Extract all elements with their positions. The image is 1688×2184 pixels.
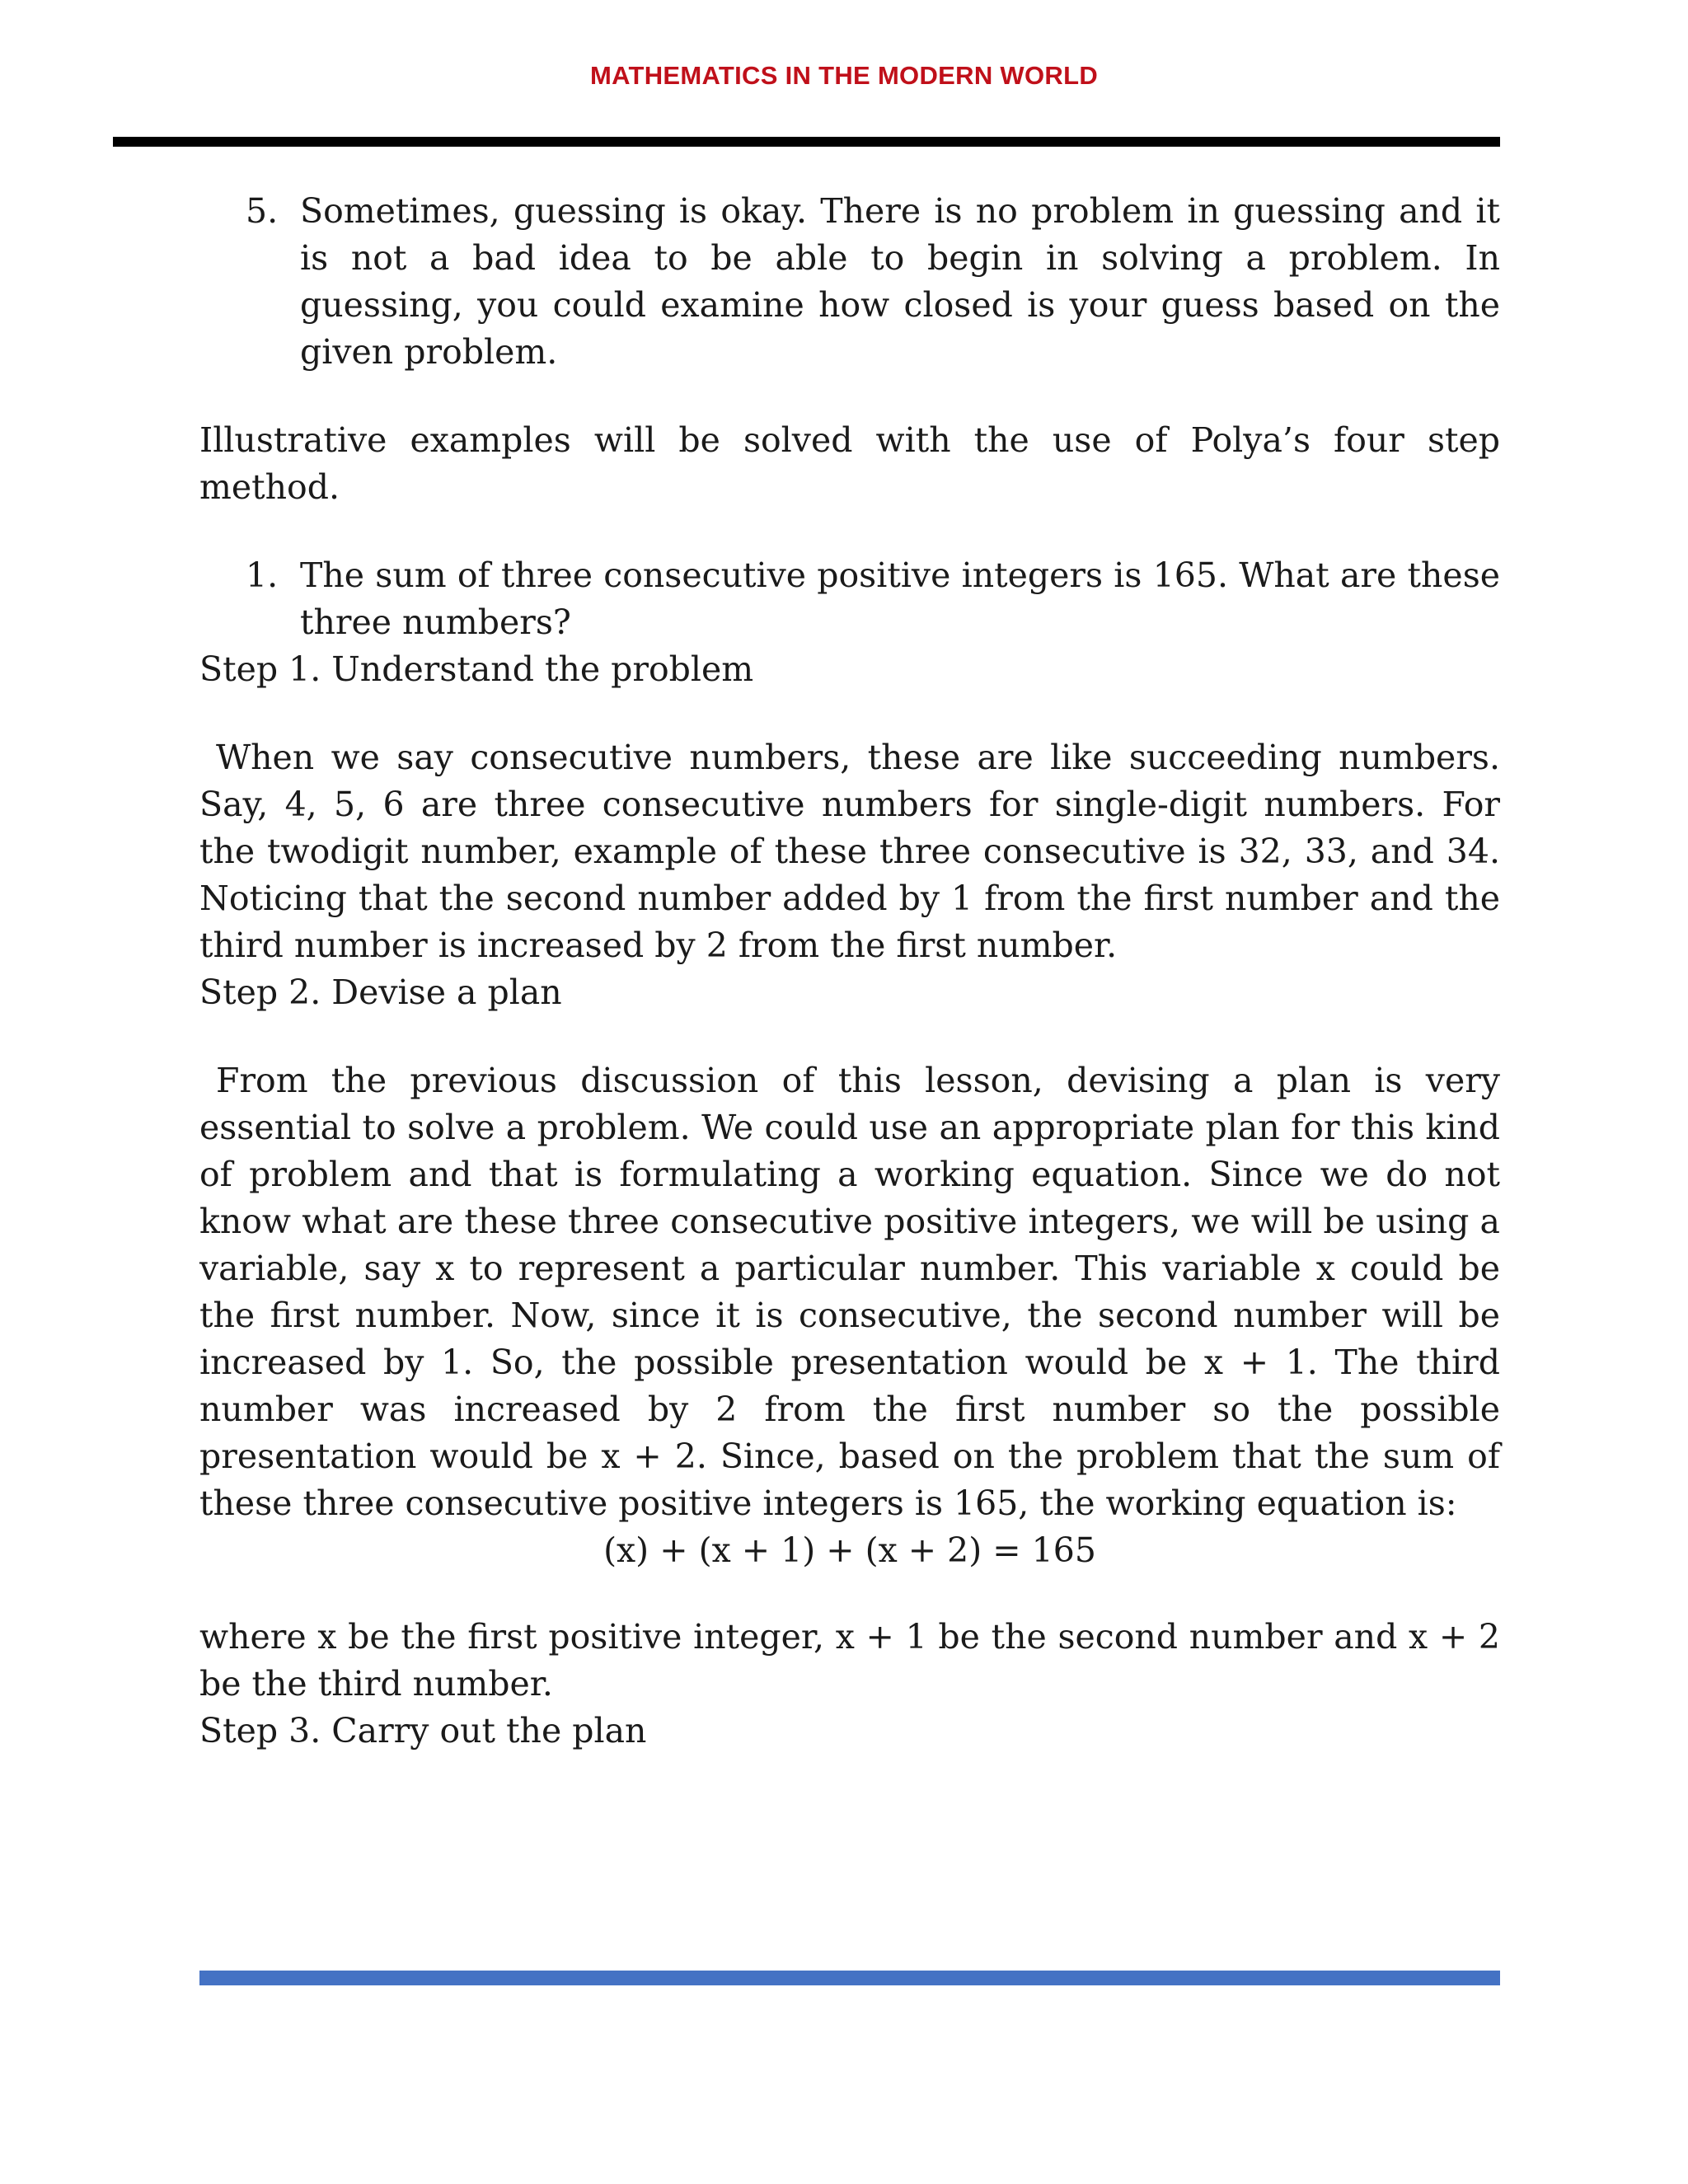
step-2-heading: Step 2. Devise a plan	[199, 972, 562, 1012]
working-equation: (x) + (x + 1) + (x + 2) = 165	[603, 1530, 1096, 1570]
page-content	[199, 188, 1500, 1755]
example-1-number: 1.	[246, 555, 279, 595]
step-1-heading: Step 1. Understand the problem	[199, 649, 754, 689]
step-2-body: From the previous discussion of this lesson, devising a plan is very essential to solve a problem. We could use an appropriate plan for this kind of problem and that is formulating a working equation. Since we do not know what are these three consecutive positive integers, we will be using a variable, say x to represent a particular number. This variable x could be the first number. Now, since it is consecutive, the second number will be increased by 1. So, the possible presentation would be x + 1. The third number was increased by 2 from the first number so the possible presentation would be x + 2. Since, based on the problem that the sum of these three consecutive positive integers is 165, the working equation is:	[199, 1061, 1500, 1523]
footer-divider	[199, 1971, 1500, 1985]
list-item-5-number: 5.	[246, 191, 279, 231]
list-item-5	[199, 188, 1500, 376]
header-divider	[113, 137, 1500, 147]
example-1	[199, 552, 1500, 646]
step-2-after: where x be the first positive integer, x + 1 be the second number and x + 2 be the third number.	[199, 1617, 1500, 1704]
step-1-body: When we say consecutive numbers, these are like succeeding numbers. Say, 4, 5, 6 are three consecutive numbers for single-digit numbers. For the twodigit number, example of these three consecutive is 32, 33, and 34. Noticing that the second number added by 1 from the first number and the third number is increased by 2 from the first number.	[199, 738, 1500, 965]
page-header-title: MATHEMATICS IN THE MODERN WORLD	[589, 61, 1099, 90]
step-3-heading: Step 3. Carry out the plan	[199, 1711, 647, 1750]
illustrative-intro: Illustrative examples will be solved with the use of Polya’s four step method.	[199, 420, 1500, 507]
list-item-5-text: Sometimes, guessing is okay. There is no problem in guessing and it is not a bad idea to be able to begin in solving a problem. In guessing, you could examine how closed is your guess based on the given problem.	[300, 191, 1500, 372]
example-1-text: The sum of three consecutive positive integers is 165. What are these three numbers?	[300, 555, 1500, 642]
